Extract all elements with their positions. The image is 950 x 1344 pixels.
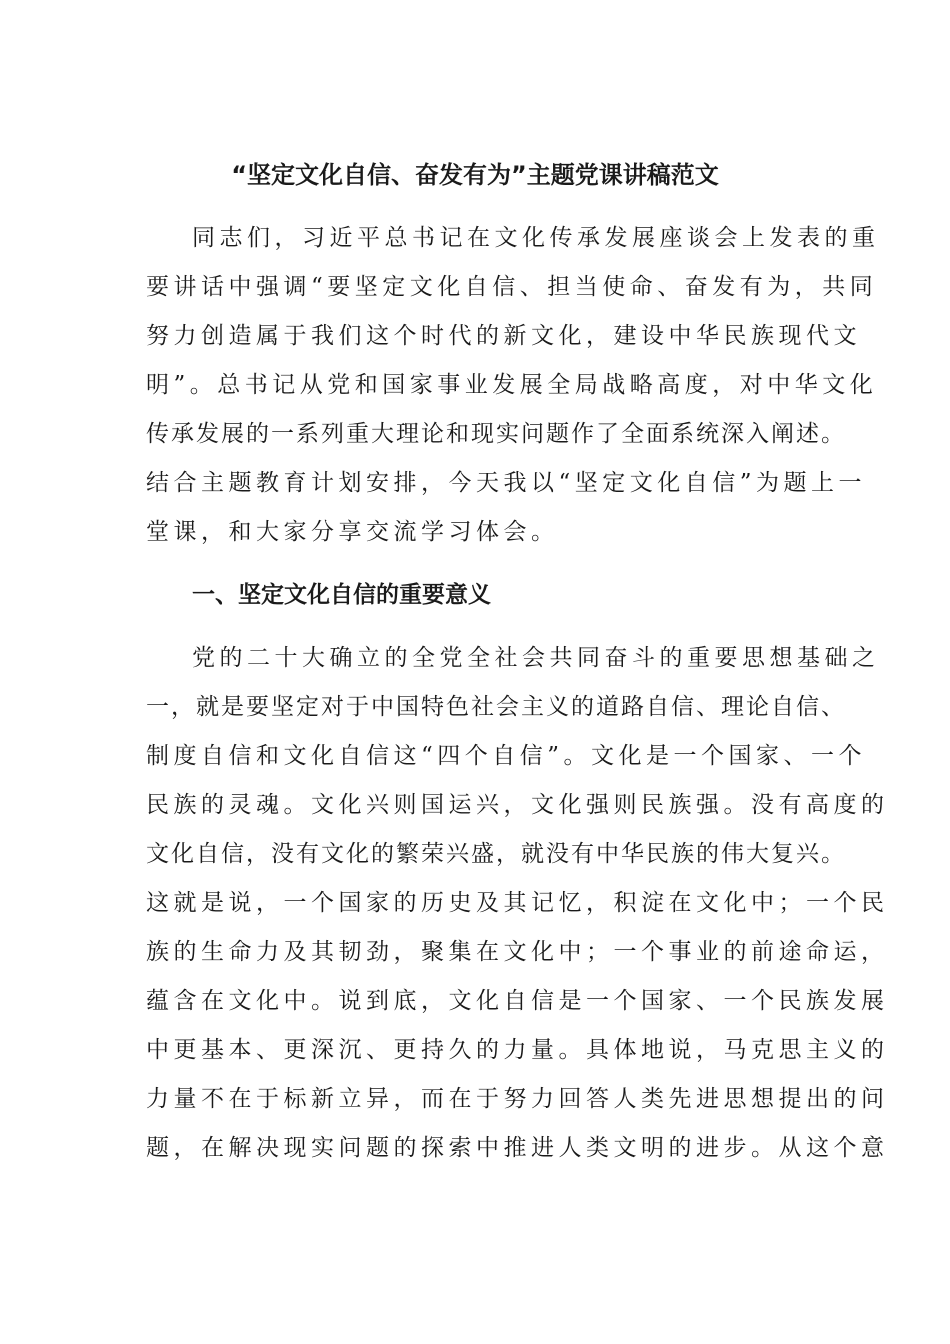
body-line-11: 题，在解决现实问题的探索中推进人类文明的进步。从这个意 bbox=[146, 1135, 889, 1161]
intro-line-4: 明”。总书记从党和国家事业发展全局战略高度，对中华文化 bbox=[146, 372, 878, 398]
body-line-8: 蕴含在文化中。说到底，文化自信是一个国家、一个民族发展 bbox=[146, 988, 889, 1014]
body-line-2: 一，就是要坚定对于中国特色社会主义的道路自信、理论自信、 bbox=[146, 694, 846, 720]
body-line-9: 中更基本、更深沉、更持久的力量。具体地说，马克思主义的 bbox=[146, 1037, 889, 1063]
body-line-6: 这就是说，一个国家的历史及其记忆，积淀在文化中；一个民 bbox=[146, 890, 889, 916]
body-line-5: 文化自信，没有文化的繁荣兴盛，就没有中华民族的伟大复兴。 bbox=[146, 841, 846, 867]
body-line-10: 力量不在于标新立异，而在于努力回答人类先进思想提出的问 bbox=[146, 1086, 889, 1112]
intro-line-2: 要讲话中强调“要坚定文化自信、担当使命、奋发有为，共同 bbox=[146, 274, 878, 300]
intro-line-3: 努力创造属于我们这个时代的新文化，建设中华民族现代文 bbox=[146, 323, 861, 349]
document-title: “坚定文化自信、奋发有为”主题党课讲稿范文 bbox=[231, 161, 719, 189]
intro-line-7: 堂课，和大家分享交流学习体会。 bbox=[146, 519, 559, 545]
body-line-3: 制度自信和文化自信这“四个自信”。文化是一个国家、一个 bbox=[146, 743, 867, 769]
intro-line-6: 结合主题教育计划安排，今天我以“坚定文化自信”为题上一 bbox=[146, 470, 867, 496]
intro-line-1: 同志们，习近平总书记在文化传承发展座谈会上发表的重 bbox=[192, 225, 880, 251]
body-line-7: 族的生命力及其韧劲，聚集在文化中；一个事业的前途命运， bbox=[146, 939, 889, 965]
body-line-4: 民族的灵魂。文化兴则国运兴，文化强则民族强。没有高度的 bbox=[146, 792, 889, 818]
body-line-1: 党的二十大确立的全党全社会共同奋斗的重要思想基础之 bbox=[192, 645, 880, 671]
section-heading: 一、坚定文化自信的重要意义 bbox=[192, 582, 491, 608]
intro-line-5: 传承发展的一系列重大理论和现实问题作了全面系统深入阐述。 bbox=[146, 421, 846, 447]
